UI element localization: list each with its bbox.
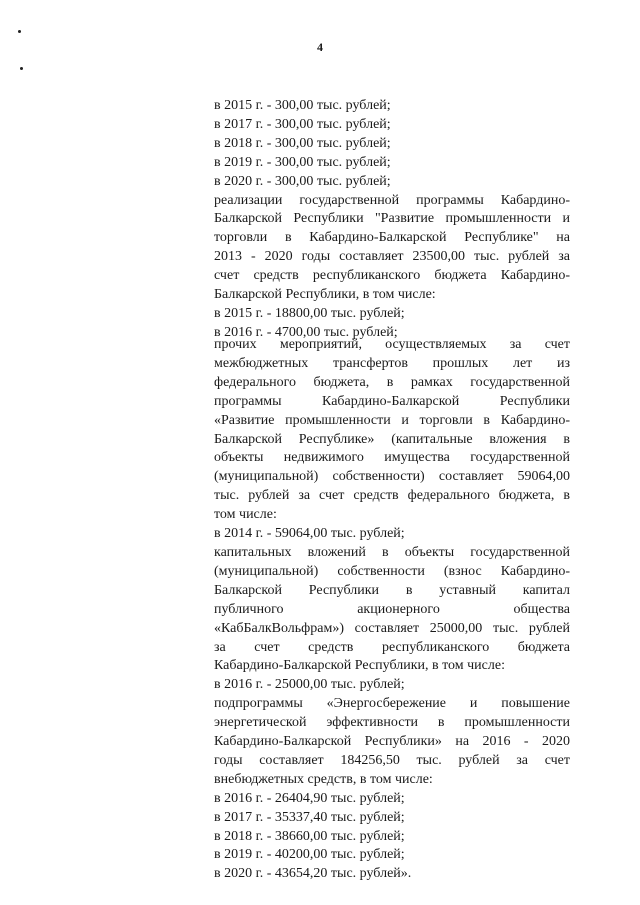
- text-line: объекты недвижимого имущества государственной: [214, 450, 570, 466]
- text-line: энергетической эффективности в промышленности: [214, 715, 570, 731]
- text-line: федерального бюджета, в рамках государственной: [214, 374, 570, 390]
- text-line: «КабБалкВольфрам») составляет 25000,00 тыс. рублей: [214, 620, 570, 636]
- text-line: «Развитие промышленности и торговли в Кабардино-: [214, 412, 570, 428]
- text-line: в 2019 г. - 40200,00 тыс. рублей;: [214, 847, 405, 863]
- text-line: Балкарской Республики, в том числе:: [214, 287, 436, 303]
- text-line: реализации государственной программы Кабардино-: [214, 192, 570, 208]
- text-line: в 2016 г. - 26404,90 тыс. рублей;: [214, 790, 405, 806]
- text-block-2: [214, 336, 570, 884]
- text-line: в 2016 г. - 25000,00 тыс. рублей;: [214, 677, 405, 693]
- text-line: тыс. рублей за счет средств федерального бюджета, в: [214, 488, 570, 504]
- page-number: 4: [317, 40, 323, 54]
- text-line: том числе:: [214, 507, 277, 523]
- text-line: Кабардино-Балкарской Республики» на 2016 - 2020: [214, 734, 570, 750]
- text-line: в 2014 г. - 59064,00 тыс. рублей;: [214, 526, 405, 542]
- text-line: подпрограммы «Энергосбережение и повышение: [214, 696, 570, 712]
- text-line: в 2018 г. - 38660,00 тыс. рублей;: [214, 828, 405, 844]
- text-line: Балкарской Республики "Развитие промышленности и: [214, 211, 570, 227]
- text-line: годы составляет 184256,50 тыс. рублей за счет: [214, 752, 570, 768]
- text-line: в 2017 г. - 300,00 тыс. рублей;: [214, 116, 391, 132]
- text-line: прочих мероприятий, осуществляемых за счет: [214, 337, 570, 352]
- text-line: в 2018 г. - 300,00 тыс. рублей;: [214, 135, 391, 151]
- text-line: счет средств республиканского бюджета Кабардино-: [214, 268, 570, 284]
- text-block-1: [214, 97, 570, 343]
- text-line: (муниципальной) собственности) составляет 59064,00: [214, 469, 570, 485]
- text-line: внебюджетных средств, в том числе:: [214, 771, 433, 787]
- margin-mark-top: [18, 30, 21, 33]
- text-line: Кабардино-Балкарской Республики, в том числе:: [214, 658, 505, 674]
- text-line: за счет средств республиканского бюджета: [214, 639, 570, 655]
- text-line: межбюджетных трансфертов прошлых лет из: [214, 355, 570, 371]
- text-line: 2013 - 2020 годы составляет 23500,00 тыс. рублей за: [214, 249, 570, 265]
- margin-mark-bottom: [20, 67, 23, 70]
- text-line: (муниципальной) собственности (взнос Кабардино-: [214, 563, 570, 579]
- text-line: в 2015 г. - 300,00 тыс. рублей;: [214, 98, 391, 113]
- text-line: капитальных вложений в объекты государственной: [214, 544, 570, 560]
- text-line: торговли в Кабардино-Балкарской Республике" на: [214, 230, 570, 246]
- text-line: в 2016 г. - 4700,00 тыс. рублей;: [214, 324, 398, 340]
- text-line: публичного акционерного общества: [214, 601, 570, 617]
- text-line: в 2017 г. - 35337,40 тыс. рублей;: [214, 809, 405, 825]
- text-line: в 2020 г. - 43654,20 тыс. рублей».: [214, 866, 412, 882]
- text-line: Балкарской Республике» (капитальные вложения в: [214, 431, 570, 447]
- text-line: в 2019 г. - 300,00 тыс. рублей;: [214, 154, 391, 170]
- text-line: в 2020 г. - 300,00 тыс. рублей;: [214, 173, 391, 189]
- text-line: программы Кабардино-Балкарской Республики: [214, 393, 570, 409]
- text-line: в 2015 г. - 18800,00 тыс. рублей;: [214, 305, 405, 321]
- text-line: Балкарской Республики в уставный капитал: [214, 582, 570, 598]
